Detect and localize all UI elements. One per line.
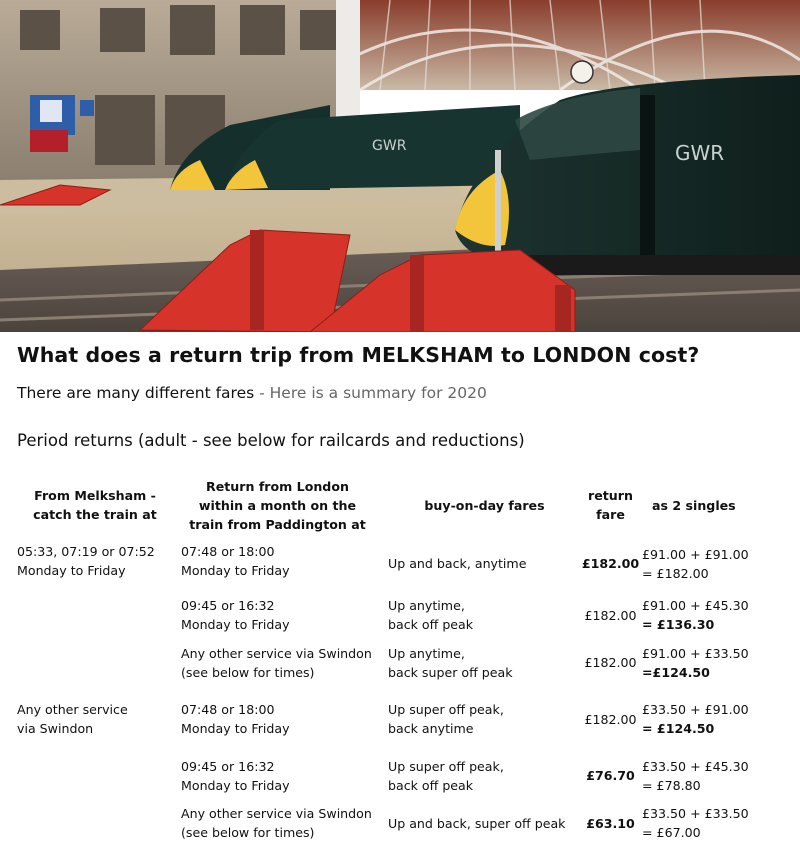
- train-logo: GWR: [372, 138, 407, 154]
- return-fare-cell: £182.00: [584, 655, 637, 670]
- table-header-row: [17, 470, 790, 536]
- singles-cell: £91.00 + £33.50 =£124.50: [642, 645, 749, 680]
- singles-cell: £33.50 + £33.50 = £67.00: [642, 806, 749, 840]
- from-cell: [17, 591, 181, 639]
- return-cell: Any other service via Swindon (see below for times): [181, 806, 372, 840]
- return-cell: 07:48 or 18:00 Monday to Friday: [181, 702, 290, 736]
- return-cell: 09:45 or 16:32 Monday to Friday: [181, 598, 290, 632]
- header-return-fare: return fare: [588, 488, 633, 522]
- buy-cell: Up super off peak, back anytime: [388, 702, 504, 736]
- header-buy-on-day: buy-on-day fares: [424, 497, 545, 513]
- return-fare-cell: £63.10: [586, 815, 635, 831]
- return-cell: Any other service via Swindon (see below for times): [181, 645, 372, 680]
- paddington-station-image: [0, 0, 800, 332]
- table-row: [17, 639, 790, 686]
- main-train-logo: GWR: [675, 141, 725, 165]
- table-row: [17, 536, 790, 591]
- intro-text: [17, 384, 487, 402]
- period-returns-heading: Period returns (adult - see below for railcards and reductions): [17, 431, 525, 450]
- buy-cell: Up and back, anytime: [388, 556, 527, 571]
- header-as-2-singles: as 2 singles: [652, 497, 736, 513]
- return-cell: 07:48 or 18:00 Monday to Friday: [181, 544, 290, 578]
- table-row: [17, 686, 790, 752]
- return-fare-cell: £182.00: [584, 607, 637, 623]
- header-return-from-london: Return from London within a month on the train from Paddington at: [189, 478, 366, 532]
- fares-table: [17, 470, 790, 847]
- from-cell: 05:33, 07:19 or 07:52 Monday to Friday: [17, 544, 155, 578]
- buy-cell: Up and back, super off peak: [388, 815, 566, 831]
- buy-cell: Up super off peak, back off peak: [388, 758, 504, 793]
- return-fare-cell: £182.00: [584, 711, 637, 727]
- singles-cell: £33.50 + £45.30 = £78.80: [642, 758, 749, 793]
- header-from-melksham: From Melksham - catch the train at: [33, 488, 157, 522]
- table-row: [17, 799, 790, 847]
- intro-main: There are many different fares: [17, 384, 255, 402]
- intro-muted: - Here is a summary for 2020: [254, 384, 487, 402]
- return-fare-cell: £76.70: [586, 768, 635, 783]
- singles-cell: £91.00 + £45.30 = £136.30: [642, 598, 749, 632]
- from-cell: [17, 639, 181, 686]
- return-cell: 09:45 or 16:32 Monday to Friday: [181, 758, 290, 793]
- from-cell: [17, 752, 181, 799]
- station-photo: [0, 0, 800, 332]
- singles-cell: £33.50 + £91.00 = £124.50: [642, 702, 749, 736]
- from-cell: Any other service via Swindon: [17, 702, 128, 736]
- buy-cell: Up anytime, back off peak: [388, 598, 474, 632]
- table-row: [17, 591, 790, 639]
- table-row: [17, 752, 790, 799]
- buy-cell: Up anytime, back super off peak: [388, 645, 513, 680]
- page-headline: What does a return trip from MELKSHAM to LONDON cost?: [17, 343, 700, 367]
- return-fare-cell: £182.00: [581, 556, 640, 571]
- singles-cell: £91.00 + £91.00 = £182.00: [642, 546, 749, 581]
- from-cell: [17, 799, 181, 847]
